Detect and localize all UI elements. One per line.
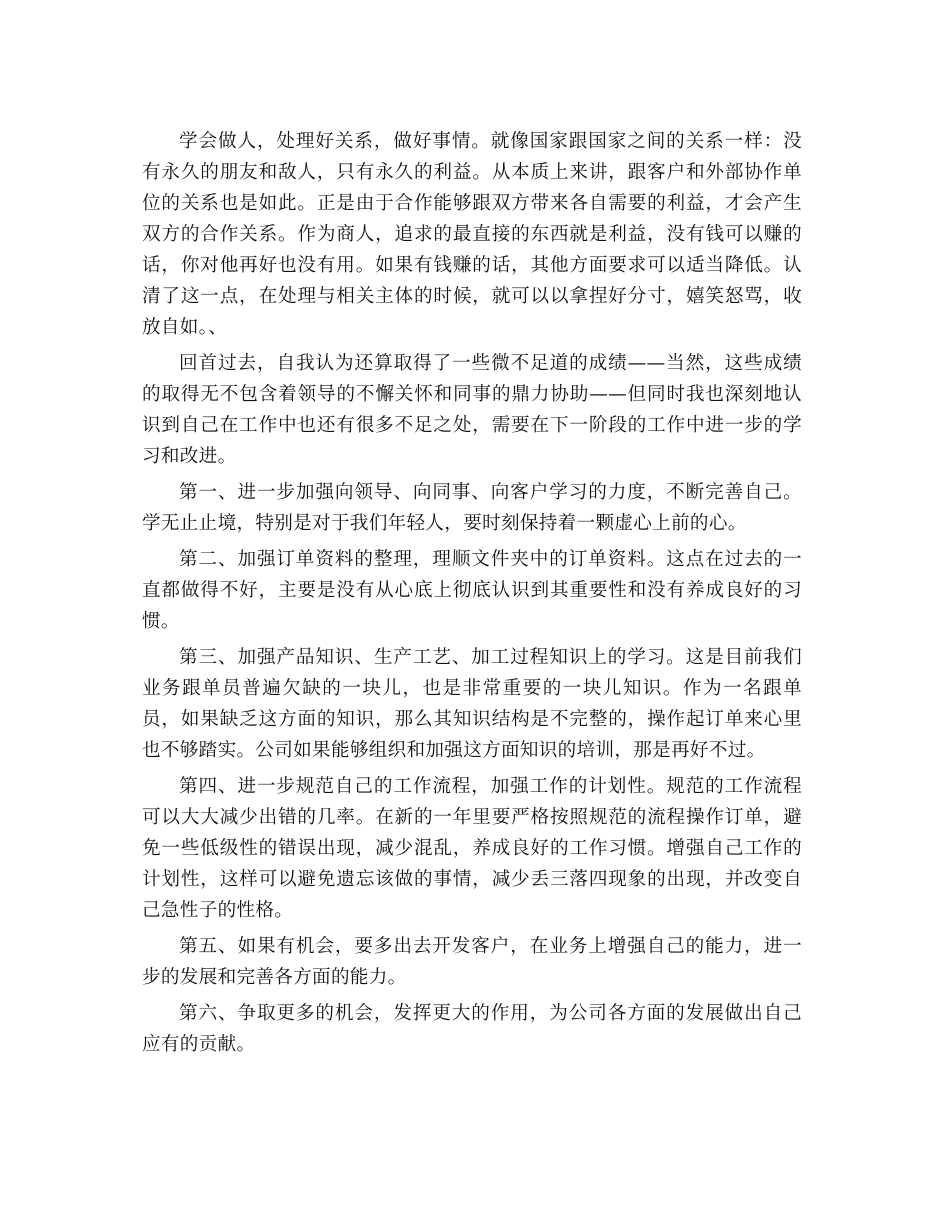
paragraph-point-1: 第一、进一步加强向领导、向同事、向客户学习的力度，不断完善自己。学无止止境，特别是对于我们年轻人，要时刻保持着一颗虚心上前的心。 bbox=[142, 482, 802, 534]
paragraph-relationships: 学会做人，处理好关系，做好事情。就像国家跟国家之间的关系一样：没有永久的朋友和敌人，只有永久的利益。从本质上来讲，跟客户和外部协作单位的关系也是如此。正是由于合作能够跟双方带来各自需要的利益，才会产生双方的合作关系。作为商人，追求的最直接的东西就是利益，没有钱可以赚的话，你对他再好也没有用。如果有钱赚的话，其他方面要求可以适当降低。认清了这一点，在处理与相关主体的时候，就可以以拿捏好分寸，嬉笑怒骂，收放自如。、 bbox=[142, 131, 802, 338]
paragraph-point-3: 第三、加强产品知识、生产工艺、加工过程知识上的学习。这是目前我们业务跟单员普遍欠缺的一块儿，也是非常重要的一块儿知识。作为一名跟单员，如果缺乏这方面的知识，那么其知识结构是不完整的，操作起订单来心里也不够踏实。公司如果能够组织和加强这方面知识的培训，那是再好不过。 bbox=[142, 647, 802, 761]
paragraph-point-2: 第二、加强订单资料的整理，理顺文件夹中的订单资料。这点在过去的一直都做得不好，主要是没有从心底上彻底认识到其重要性和没有养成良好的习惯。 bbox=[142, 549, 802, 632]
paragraph-point-4: 第四、进一步规范自己的工作流程，加强工作的计划性。规范的工作流程可以大大减少出错的几率。在新的一年里要严格按照规范的流程操作订单，避免一些低级性的错误出现，减少混乱，养成良好的工作习惯。增强自己工作的计划性，这样可以避免遗忘该做的事情，减少丢三落四现象的出现，并改变自己急性子的性格。 bbox=[142, 776, 802, 921]
paragraph-review: 回首过去，自我认为还算取得了一些微不足道的成绩——当然，这些成绩的取得无不包含着领导的不懈关怀和同事的鼎力协助——但同时我也深刻地认识到自己在工作中也还有很多不足之处，需要在下一阶段的工作中进一步的学习和改进。 bbox=[142, 353, 802, 467]
paragraph-point-5: 第五、如果有机会，要多出去开发客户，在业务上增强自己的能力，进一步的发展和完善各方面的能力。 bbox=[142, 936, 802, 988]
paragraph-point-6: 第六、争取更多的机会，发挥更大的作用，为公司各方面的发展做出自己应有的贡献。 bbox=[142, 1003, 802, 1055]
document-body bbox=[142, 126, 802, 1065]
